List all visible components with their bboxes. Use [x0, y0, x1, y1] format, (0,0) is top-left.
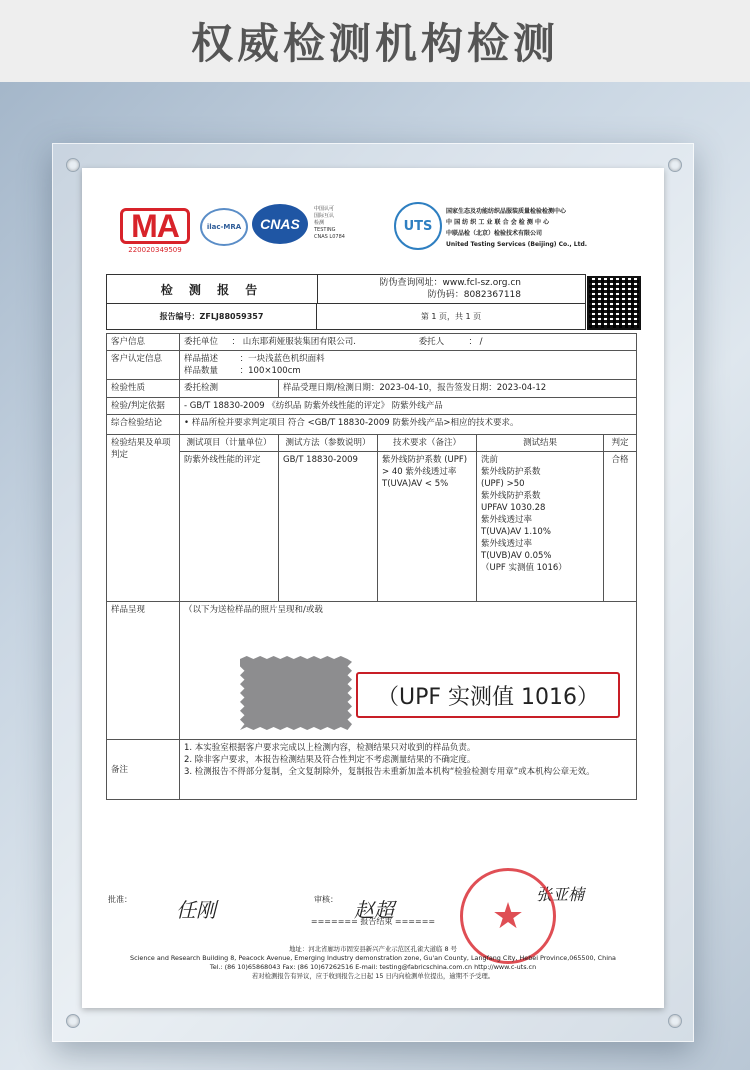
remarks-list: 1. 本实验室根据客户要求完成以上检测内容，检测结果只对收到的样品负责。 2. 除非客户要求，本报告检测结果及符合性判定不考虑测量结果的不确定度。 3. 检测报告不得部分复制，全文复制除外，复制报告未重新加盖本机构“检验检测专用章”或本机构公章无效。 [180, 740, 637, 800]
table-row: 综合检验结论 • 样品所检并要求判定项目 符合 <GB/T 18830-2009 防紫外线产品>相应的技术要求。 [107, 415, 637, 435]
table-row: 检验性质 委托检测 样品受理日期/检测日期：2023-04-10，报告签发日期：2023-04-12 [107, 380, 637, 398]
report-table [106, 333, 637, 800]
frame-pin-icon [66, 158, 80, 172]
report-number: 报告编号：ZFLJ88059357 [107, 303, 317, 329]
uts-organization: 国家生态及功能纺织品服装质量检验检测中心 中 国 纺 织 工 业 联 合 会 检 测 中 心 中联品检（北京）检验技术有限公司 United Testing Services (Beijing) Co., Ltd. [446, 208, 588, 248]
third-signature: 张亚楠 [536, 885, 585, 904]
table-row: 客户信息 委托单位 ： 山东耶莉娅服装集团有限公司. 委托人 ： / [107, 334, 637, 351]
uts-logo: UTS [394, 202, 442, 250]
cma-number: 220020349509 [128, 246, 182, 254]
ilac-mra-logo: ilac-MRA [200, 208, 248, 246]
cnas-caption: 中国认可 国际互认 检测 TESTING CNAS L0784 [314, 206, 345, 240]
report-footer: 地址：河北省廊坊市固安县新兴产业示范区孔雀大道临 8 号 Science and Research Building 8, Peacock Avenue, Emerging Industry demonstration zone, Gu'an County, Langfang City, Hebei Province,065500, China Tel.: (86 10)65868043 Fax: (86 10)67262516 E-mail: testing@fabricschina.com.cn http://www.c-uts.cn 若对检测报告有异议，应于收到报告之日起 15 日内向检测单位提出，逾期不予受理。 [130, 945, 616, 980]
frame-pin-icon [668, 158, 682, 172]
banner-title: 权威检测机构检测 [190, 19, 559, 68]
table-row: 样品呈现 （以下为送检样品的照片呈现和/或载 [107, 602, 637, 740]
table-row: 检验/判定依据 - GB/T 18830-2009 《纺织品 防紫外线性能的评定》 防紫外线产品 [107, 398, 637, 415]
frame-pin-icon [668, 1014, 682, 1028]
report-header [106, 274, 586, 330]
table-row: 防紫外线性能的评定 GB/T 18830-2009 紫外线防护系数 (UPF) > 40 紫外线透过率 T(UVA)AV < 5% 洗前 紫外线防护系数 (UPF) >50 紫外线防护系数 UPFAV 1030.28 紫外线透过率 T(UVA)AV 1.10% 紫外线透过率 T(UVB)AV 0.05% （UPF 实测值 1016） 合格 [107, 452, 637, 602]
seal-star-icon: ★ [491, 895, 525, 937]
table-row: 检验结果及单项判定 测试项目（计量单位） 测试方法（参数说明） 技术要求（备注） 测试结果 判定 [107, 435, 637, 452]
photo-note: （以下为送检样品的照片呈现和/或载 [184, 605, 323, 615]
cma-mark: MA [120, 208, 190, 244]
report-title: 检 测 报 告 [107, 275, 318, 303]
page-count: 第 1 页，共 1 页 [317, 303, 585, 329]
certification-logos [82, 198, 664, 268]
table-row: 备注 1. 本实验室根据客户要求完成以上检测内容，检测结果只对收到的样品负责。 2. 除非客户要求，本报告检测结果及符合性判定不考虑测量结果的不确定度。 3. 检测报告不得部分复制，全文复制除外，复制报告未重新加盖本机构“检验检测专用章”或本机构公章无效。 [107, 740, 637, 800]
frame-pin-icon [66, 1014, 80, 1028]
qr-code-icon [587, 276, 641, 330]
table-row: 客户认定信息 样品描述 ：一块浅蓝色机织面料 样品数量 ：100×100cm [107, 351, 637, 380]
report-end: ======= 报告结束 ====== [310, 917, 436, 926]
cnas-logo: CNAS [252, 204, 308, 244]
test-report-document [82, 168, 664, 1008]
upf-highlight-callout: （UPF 实测值 1016） [356, 672, 620, 718]
page-banner [0, 0, 750, 82]
approve-label: 批准： [108, 895, 132, 904]
fabric-sample-photo [240, 656, 352, 730]
review-label: 审核： [314, 895, 338, 904]
review-signature: 赵超 [354, 898, 394, 922]
approve-signature: 任刚 [176, 898, 216, 922]
test-result-values: 洗前 紫外线防护系数 (UPF) >50 紫外线防护系数 UPFAV 1030.28 紫外线透过率 T(UVA)AV 1.10% 紫外线透过率 T(UVB)AV 0.05% （UPF 实测值 1016） [477, 452, 604, 602]
anti-fake-query: 防伪查询网址：www.fcl-sz.org.cn 防伪码：8082367118 [379, 278, 521, 300]
cma-logo [120, 208, 190, 254]
